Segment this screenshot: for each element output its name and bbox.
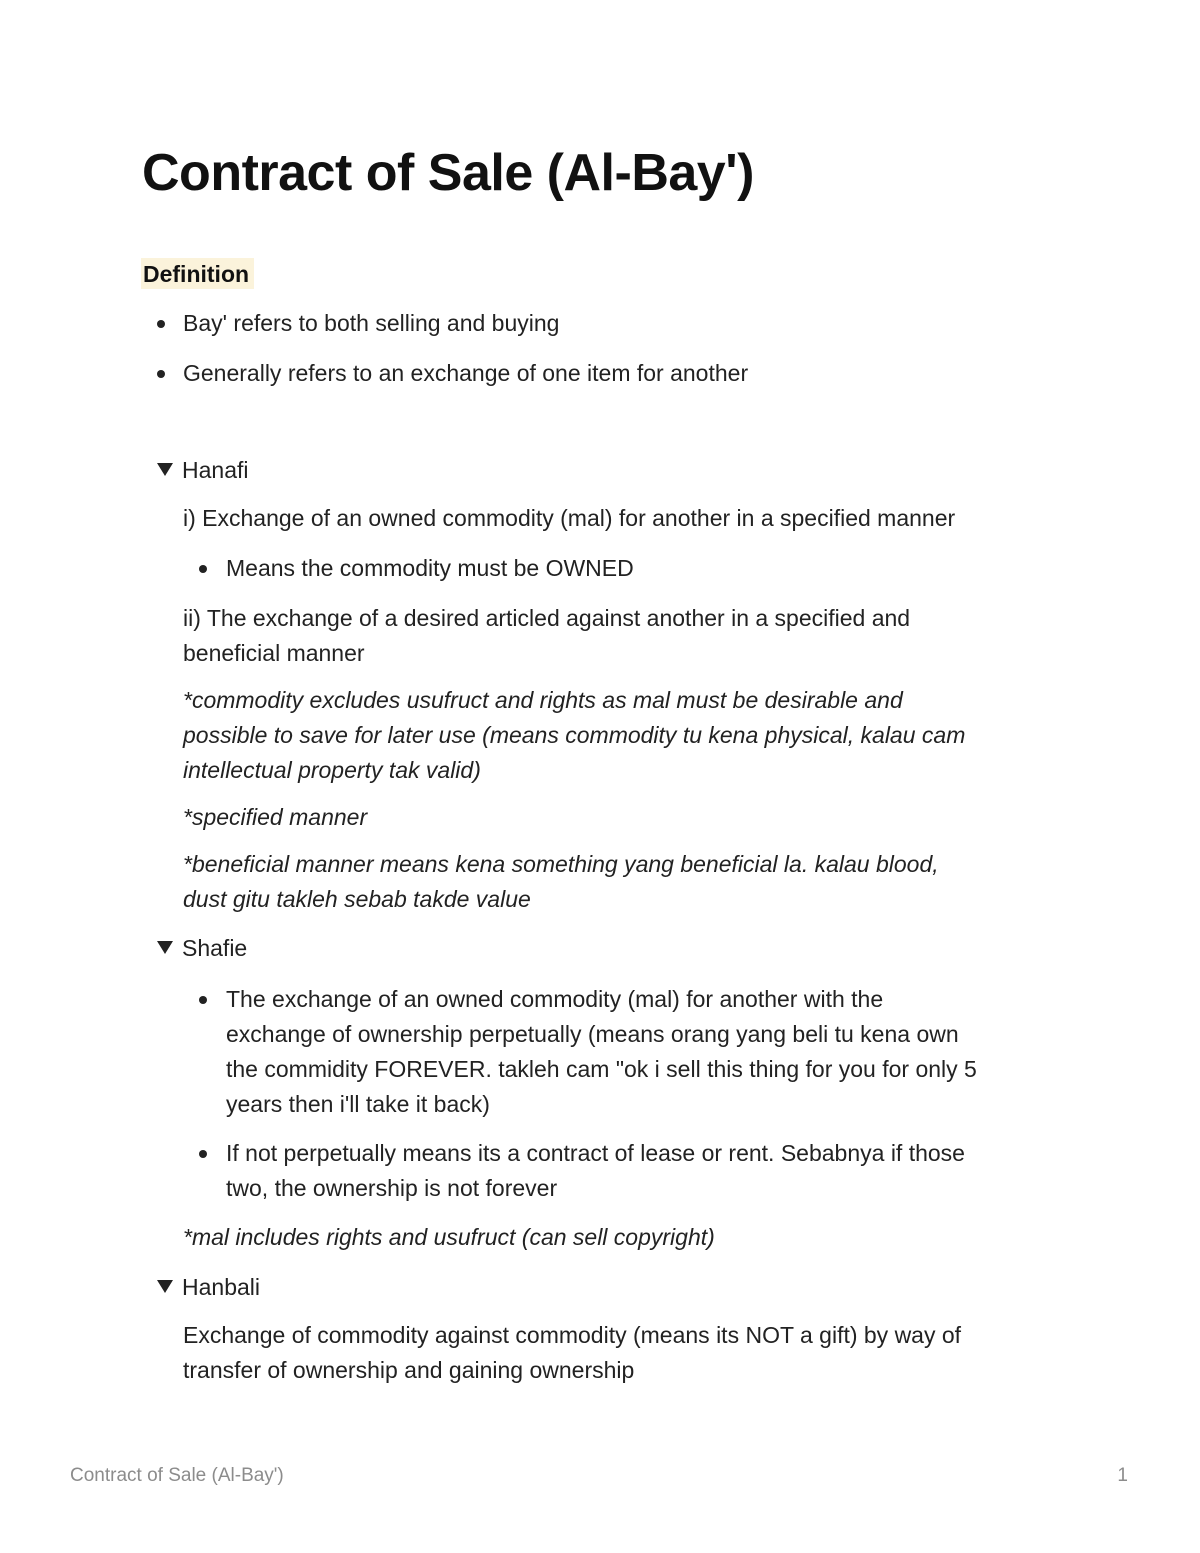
toggle-hanbali[interactable] — [157, 1270, 260, 1305]
definition-heading: Definition — [141, 258, 254, 289]
hanafi-note-line: possible to save for later use (means commodity tu kena physical, kalau cam — [183, 722, 966, 748]
definition-bullet: Bay' refers to both selling and buying — [183, 310, 560, 336]
bullet-dot-icon — [199, 565, 207, 573]
hanafi-item-line: ii) The exchange of a desired articled against another in a specified and — [183, 605, 911, 631]
shafie-note: *mal includes rights and usufruct (can sell copyright) — [183, 1224, 715, 1250]
shafie-bullet-line: If not perpetually means its a contract of lease or rent. Sebabnya if those — [226, 1140, 965, 1166]
hanbali-text-line: transfer of ownership and gaining ownership — [183, 1357, 635, 1383]
hanafi-note-line: intellectual property tak valid) — [183, 757, 481, 783]
bullet-dot-icon — [199, 996, 207, 1004]
hanafi-item-line: beneficial manner — [183, 640, 365, 666]
triangle-down-icon[interactable] — [157, 463, 173, 476]
hanafi-note: *specified manner — [183, 804, 368, 830]
hanafi-note-line: *commodity excludes usufruct and rights as mal must be desirable and — [183, 687, 903, 713]
hanafi-note-line: dust gitu takleh sebab takde value — [183, 886, 531, 912]
shafie-bullet-line: exchange of ownership perpetually (means orang yang beli tu kena own — [226, 1021, 959, 1047]
toggle-label: Hanbali — [182, 1274, 260, 1300]
hanafi-item: i) Exchange of an owned commodity (mal) for another in a specified manner — [183, 505, 956, 531]
shafie-bullet-line: two, the ownership is not forever — [226, 1175, 558, 1201]
definition-bullet: Generally refers to an exchange of one item for another — [183, 360, 749, 386]
triangle-down-icon[interactable] — [157, 1280, 173, 1293]
footer-title: Contract of Sale (Al-Bay') — [70, 1465, 284, 1486]
shafie-bullet-line: the commidity FOREVER. takleh cam "ok i sell this thing for you for only 5 — [226, 1056, 977, 1082]
toggle-hanafi[interactable] — [157, 453, 248, 488]
toggle-shafie[interactable] — [157, 931, 247, 966]
page-number: 1 — [1117, 1465, 1128, 1486]
hanafi-bullet: Means the commodity must be OWNED — [226, 555, 634, 581]
hanafi-note-line: *beneficial manner means kena something yang beneficial la. kalau blood, — [183, 851, 939, 877]
triangle-down-icon[interactable] — [157, 941, 173, 954]
hanbali-text-line: Exchange of commodity against commodity (means its NOT a gift) by way of — [183, 1322, 962, 1348]
shafie-bullet-line: The exchange of an owned commodity (mal) for another with the — [226, 986, 884, 1012]
toggle-label: Hanafi — [182, 457, 249, 483]
toggle-label: Shafie — [182, 935, 248, 961]
shafie-bullet-line: years then i'll take it back) — [226, 1091, 490, 1117]
page-title: Contract of Sale (Al-Bay') — [142, 144, 754, 202]
bullet-dot-icon — [199, 1150, 207, 1158]
bullet-dot-icon — [157, 370, 165, 378]
bullet-dot-icon — [157, 320, 165, 328]
